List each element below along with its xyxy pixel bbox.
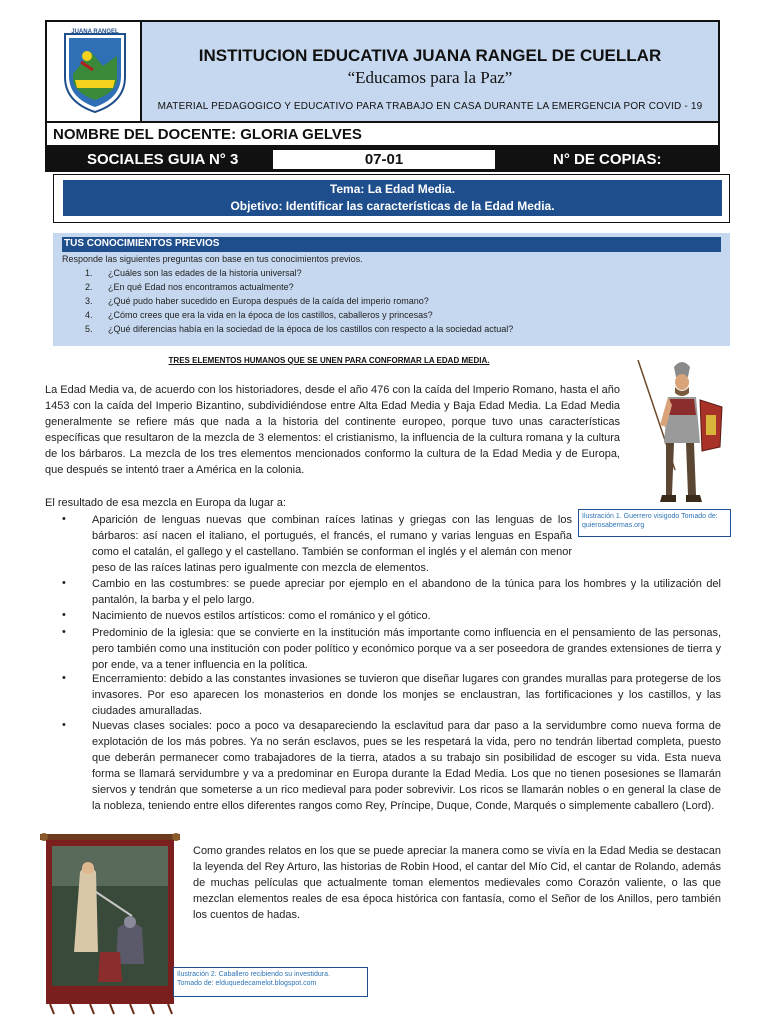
previous-knowledge-heading-bar xyxy=(62,237,721,252)
result-lead-paragraph: El resultado de esa mezcla en Europa da lugar a: xyxy=(45,497,286,509)
school-motto: “Educamos para la Paz” xyxy=(347,68,513,87)
figure-caption xyxy=(173,967,368,997)
figure-caption xyxy=(578,509,731,537)
bullet-item: Encerramiento: debido a las constantes invasiones se tuvieron que diseñar lugares con grandes murallas para protegerse de los invasores. Por eso aparecen los monasterios en donde los monjes se enclaustran, las fortificaciones y los castillos, y las ciudades amuralladas. xyxy=(92,673,721,717)
grade-label: 07-01 xyxy=(273,150,495,169)
material-description: MATERIAL PEDAGOGICO Y EDUCATIVO PARA TRABAJO EN CASA DURANTE LA EMERGENCIA POR COVID - 19 xyxy=(157,101,703,112)
caption-title: Ilustración 2. Caballero recibiendo su investidura. xyxy=(177,971,330,978)
question-text: ¿Qué pudo haber sucedido en Europa después de la caída del imperio romano? xyxy=(108,296,429,306)
teacher-row xyxy=(45,123,720,147)
knighting-tapestry-image xyxy=(40,832,180,1017)
subject-guide-label: SOCIALES GUIA N° 3 xyxy=(87,151,239,168)
teacher-name: NOMBRE DEL DOCENTE: GLORIA GELVES xyxy=(53,126,362,143)
topic-box xyxy=(63,180,722,216)
previous-knowledge-heading: TUS CONOCIMIENTOS PREVIOS xyxy=(64,238,220,249)
question-number: 1. xyxy=(85,268,93,278)
topic-objective: Objetivo: Identificar las características de la Edad Media. xyxy=(230,199,555,213)
intro-paragraph: La Edad Media va, de acuerdo con los historiadores, desde el año 476 con la caída del Imperio Romano, hasta el año 1453 con la caída del Imperio Bizantino, subdividiéndose entre Alta Edad Media y Baja Edad Media. La Edad Media generalmente se refiere más que nada a la historia del continente europeo, porque tuvo unas características específicas que resultaron de la mezcla de 3 elementos: el cristianismo, la influencia de la cultura romana y la cultura de los bárbaros. La mezcla de los tres elementos mencionados conformo la cultura de la Edad Media y de Europa, que después se intentó traer a América en la colonia. xyxy=(45,384,620,476)
question-number: 2. xyxy=(85,282,93,292)
bullet-item: Cambio en las costumbres: se puede apreciar por ejemplo en el abandono de la túnica para los hombres y la utilización del pantalón, la barba y el pelo largo. xyxy=(92,578,721,606)
question-text: ¿Cómo crees que era la vida en la época de los castillos, caballeros y princesas? xyxy=(108,310,433,320)
bullet-item: Predominio de la iglesia: que se convierte en la institución más importante como influencia en el pensamiento de las personas, pero también como una institución con poder político y económico porque va a ser poseedora de grandes extensiones de tierra y por ende, va a tener influencia en la política. xyxy=(92,627,721,671)
bullet-marker: • xyxy=(62,719,66,731)
stories-paragraph: Como grandes relatos en los que se puede apreciar la manera como se vivía en la Edad Media se destacan la leyenda del Rey Arturo, las historias de Robin Hood, el cantar del Mío Cid, el cantar de Rolando, además de muchas películas que actualmente toman elementos medievales como Corazón valiente, o las que mezclan elementos reales de esa época histórica con fantasía, como el Señor de los Anillos, pero también los cuentos de hadas. xyxy=(193,845,721,921)
header-title-cell xyxy=(142,22,718,121)
question-text: ¿Qué diferencias había en la sociedad de la época de los castillos con respecto a la sociedad actual? xyxy=(108,324,514,334)
bullet-marker: • xyxy=(62,626,66,638)
previous-knowledge-intro: Responde las siguientes preguntas con base en tus conocimientos previos. xyxy=(62,254,363,264)
logo-cell xyxy=(47,22,142,121)
document-header xyxy=(45,20,720,123)
question-number: 4. xyxy=(85,310,93,320)
bullet-marker: • xyxy=(62,577,66,589)
institution-name: INSTITUCION EDUCATIVA JUANA RANGEL DE CUELLAR xyxy=(198,46,662,65)
bullet-item: Aparición de lenguas nuevas que combinan raíces latinas y griegas con las lenguas de los bárbaros: así nacen el italiano, el portugués, el francés, el rumano y varias lenguas en España como el catalán, el gallego y el castellano. También se conforman el inglés y el alemán con menor peso de las raíces latinas pero igualmente con mezcla de elementos. xyxy=(92,514,572,574)
caption-source: Tomado de: quierosabermas.org xyxy=(582,513,718,529)
bullet-marker: • xyxy=(62,513,66,525)
section-title-text: TRES ELEMENTOS HUMANOS QUE SE UNEN PARA CONFORMAR LA EDAD MEDIA. xyxy=(168,356,490,365)
copies-label: N° DE COPIAS: xyxy=(553,151,662,168)
question-number: 5. xyxy=(85,324,93,334)
bullet-item: Nacimiento de nuevos estilos artísticos: como el románico y el gótico. xyxy=(92,610,431,622)
question-text: ¿Cuáles son las edades de la historia universal? xyxy=(108,268,302,278)
caption-title: Ilustración 1. Guerrero visigodo xyxy=(582,513,680,520)
topic-title: Tema: La Edad Media. xyxy=(329,182,456,196)
bullet-marker: • xyxy=(62,672,66,684)
logo-text: JUANA RANGEL xyxy=(71,29,119,35)
question-number: 3. xyxy=(85,296,93,306)
question-text: ¿En qué Edad nos encontramos actualmente? xyxy=(108,282,294,292)
guide-info-row xyxy=(45,147,720,172)
visigoth-warrior-image xyxy=(630,355,730,510)
bullet-marker: • xyxy=(62,609,66,621)
bullet-item: Nuevas clases sociales: poco a poco va desapareciendo la esclavitud para dar paso a la servidumbre como nueva forma de explotación de los más pobres. Ya no serán esclavos, pues se les respetará la vida, pero no tendrán libertad completa, puesto que deberán permanecer como trabajadores de la tierra, atados a su trabajo sin posibilidad de escoger su vida. Esta nueva forma se llamará servidumbre y va a predominar en Europa durante la Edad Media. Los que no tienen posesiones se llamarán siervos y tendrán que someterse a un rico medieval para poder sobrevivir. Los ricos se llamarán nobles o en general la clase de la nobleza, teniendo entre ellos diferentes rangos como Rey, Príncipe, Duque, Conde, Marqués o simplemente caballero (Lord). xyxy=(92,720,721,812)
school-shield-logo xyxy=(47,22,142,121)
caption-source: Tomado de: elduquedecamelot.blogspot.com xyxy=(177,980,317,987)
